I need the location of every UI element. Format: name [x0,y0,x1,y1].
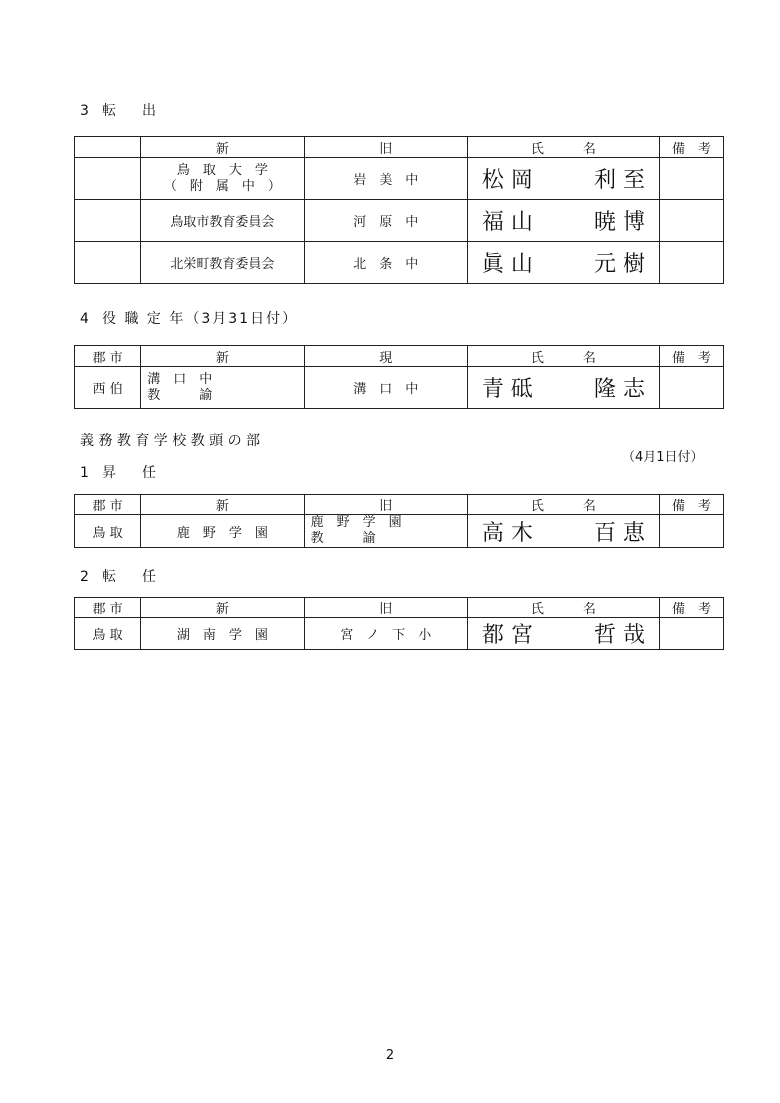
section-g2-table [74,597,724,650]
given-name: 利 至 [593,168,645,193]
name-cell [467,618,659,650]
district-cell: 西 伯 [75,367,141,409]
header-district: 郡 市 [75,346,141,367]
district-cell: 鳥 取 [75,618,141,650]
old-cell: 岩 美 中 [304,158,467,200]
header-old: 旧 [304,137,467,158]
header-district [75,137,141,158]
given-name: 隆 志 [593,377,645,402]
name-cell [467,242,659,284]
family-name: 都 宮 [481,623,533,648]
header-old: 旧 [304,495,467,515]
old-cell: 北 条 中 [304,242,467,284]
family-name: 青 砥 [481,377,533,402]
gimu-title: 義 務 教 育 学 校 教 頭 の 部 [80,433,261,449]
header-new: 新 [141,598,304,618]
new-cell [141,367,304,409]
header-remarks: 備 考 [659,495,723,515]
header-new: 新 [141,137,304,158]
remarks-cell [659,515,723,548]
section4-number: 4 [80,311,89,327]
header-district: 郡 市 [75,598,141,618]
given-name: 哲 哉 [593,623,645,648]
name-cell [467,200,659,242]
name-cell [467,515,659,548]
new-cell: 湖 南 学 園 [141,618,304,650]
name-cell [467,158,659,200]
section4-table [74,345,724,409]
family-name: 福 山 [481,210,533,235]
remarks-cell [659,158,723,200]
section4-title: 役 職 定 年（3月31日付） [102,311,299,327]
old-cell [304,515,467,548]
section-g2-number: 2 [80,569,89,585]
district-cell: 鳥 取 [75,515,141,548]
district-cell [75,200,141,242]
district-cell [75,158,141,200]
new-cell: 鹿 野 学 園 [141,515,304,548]
header-new: 新 [141,495,304,515]
old-cell: 河 原 中 [304,200,467,242]
page-number: 2 [385,1048,395,1063]
family-name: 松 岡 [481,168,533,193]
district-cell [75,242,141,284]
new-cell: 鳥取市教育委員会 [141,200,304,242]
name-cell [467,367,659,409]
section-g1-title: 昇 任 [102,465,162,481]
header-new: 新 [141,346,304,367]
header-old: 旧 [304,598,467,618]
given-name: 元 樹 [593,252,645,277]
header-name: 氏 名 [467,495,659,515]
new-line1: 鳥 取 大 学 [176,162,268,178]
new-cell [141,158,304,200]
section-g2-title: 転 任 [102,569,162,585]
table-header-row [75,495,724,515]
old-cell: 宮 ノ 下 小 [304,618,467,650]
section4-heading [80,308,298,328]
section-g2-heading [80,566,162,586]
old-line1: 鹿 野 学 園 [310,515,402,530]
table-header-row [75,137,724,158]
old-line2: 教 諭 [310,531,376,546]
table-header-row [75,346,724,367]
remarks-cell [659,200,723,242]
table-row [75,618,724,650]
section-g1-table [74,494,724,548]
table-row [75,158,724,200]
new-line1: 溝 口 中 [147,371,213,387]
table-row [75,200,724,242]
remarks-cell [659,618,723,650]
header-name: 氏 名 [467,598,659,618]
family-name: 高 木 [481,520,533,546]
header-district: 郡 市 [75,495,141,515]
gimu-date: （4月1日付） [622,450,704,465]
new-cell: 北栄町教育委員会 [141,242,304,284]
section3-heading [80,100,162,120]
header-name: 氏 名 [467,137,659,158]
section-g1-heading [80,462,162,482]
section3-title: 転 出 [102,103,162,119]
remarks-cell [659,242,723,284]
section3-table [74,136,724,284]
new-line2: （ 附 属 中 ） [163,178,281,194]
section3-number: 3 [80,103,89,119]
header-name: 氏 名 [467,346,659,367]
section-g1-number: 1 [80,465,89,481]
header-remarks: 備 考 [659,598,723,618]
remarks-cell [659,367,723,409]
new-line2: 教 諭 [147,387,213,403]
header-remarks: 備 考 [659,346,723,367]
table-header-row [75,598,724,618]
table-row [75,515,724,548]
given-name: 百 恵 [593,520,645,546]
current-cell: 溝 口 中 [304,367,467,409]
given-name: 暁 博 [593,210,645,235]
header-current: 現 [304,346,467,367]
header-remarks: 備 考 [659,137,723,158]
family-name: 眞 山 [481,252,533,277]
table-row [75,367,724,409]
table-row [75,242,724,284]
